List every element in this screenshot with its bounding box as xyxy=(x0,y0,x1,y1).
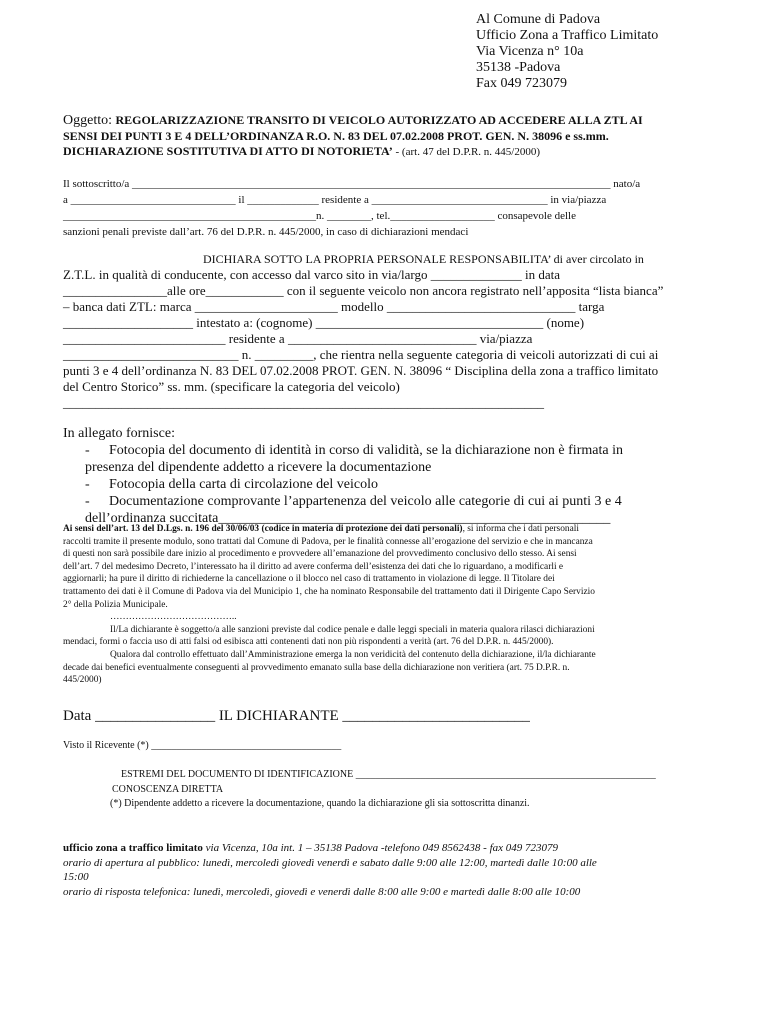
id-document-line: ESTREMI DEL DOCUMENTO DI IDENTIFICAZIONE ____________________________________________________________ xyxy=(121,769,656,780)
subject-declaration-type: DICHIARAZIONE SOSTITUTIVA DI ATTO DI NOTORIETA’ xyxy=(63,144,393,158)
subject-line-3 xyxy=(63,144,728,160)
list-dash: - xyxy=(85,443,90,458)
attachment-item xyxy=(63,493,728,510)
subject-block xyxy=(63,112,728,160)
declaration-line: ___________________________ n. _________, che rientra nella seguente categoria di veicoli autorizzati di cui ai xyxy=(63,347,659,362)
direct-knowledge-label: CONOSCENZA DIRETTA xyxy=(112,784,224,795)
privacy-line: raccolti tramite il presente modulo, sono trattati dal Comune di Padova, per le finalità connesse all’erogazione del servizio e che in mancanza xyxy=(63,536,593,547)
receiver-line: Visto il Ricevente (*) ______________________________________ xyxy=(63,740,342,751)
declaration-line: punti 3 e 4 dell’ordinanza N. 83 DEL 07.02.2008 PROT. GEN. N. 38096 “ Disciplina della zona a traffico limitato xyxy=(63,363,659,378)
personal-line: sanzioni penali previste dall’art. 76 del D.P.R. n. 445/2000, in caso di dichiarazioni mendaci xyxy=(63,226,469,238)
opening-hours xyxy=(63,856,728,871)
declaration-section xyxy=(63,251,728,411)
subject-line-1 xyxy=(63,112,728,129)
opening-hours-text: 15:00 xyxy=(63,871,89,883)
declaration-line: ________________alle ore____________ con il seguente veicolo non ancora registrato nell’apposita “lista bianca” xyxy=(63,283,664,298)
attachment-text: Fotocopia della carta di circolazione del veicolo xyxy=(109,477,378,492)
address-line: Fax 049 723079 xyxy=(476,76,567,91)
privacy-line xyxy=(63,523,728,536)
address-line: Via Vicenza n° 10a xyxy=(476,44,584,59)
subject-line-2 xyxy=(63,129,728,144)
attachment-item xyxy=(63,476,728,493)
privacy-line: Qualora dal controllo effettuato dall’Amministrazione emerga la non veridicità del contenuto della dichiarazione, il/la dichiarante xyxy=(110,649,596,660)
subject-title: REGOLARIZZAZIONE TRANSITO DI VEICOLO AUTORIZZATO AD ACCEDERE ALLA ZTL AI xyxy=(115,113,643,127)
privacy-law-ref: Ai sensi dell’art. 13 del D.Lgs. n. 196 del 30/06/03 (codice in materia di protezione dei dati personali) xyxy=(63,524,463,534)
list-dash: - xyxy=(85,494,90,509)
declaration-line: _________________________ residente a _____________________________ via/piazza xyxy=(63,331,533,346)
privacy-line: decade dai benefici eventualmente conseguenti al provvedimento emanato sulla base della dichiarazione non veritiera (art. 75 D.P.R. n. xyxy=(63,662,570,673)
personal-line: Il sottoscritto/a _______________________________________________________________________________________ nato/a xyxy=(63,178,641,190)
attachment-item xyxy=(63,442,728,459)
privacy-line: 2° della Polizia Municipale. xyxy=(63,599,168,610)
declaration-line: __________________________________________________________________________ xyxy=(63,395,544,410)
privacy-line: aggiornarli; ha pure il diritto di richiederne la cancellazione o il blocco nel caso di trattamento in violazione di legge. Il Titolare dei xyxy=(63,574,555,585)
address-line: Ufficio Zona a Traffico Limitato xyxy=(476,28,659,43)
privacy-line: trattamento dei dati è il Comune di Padova via del Municipio 1, che ha nominato Responsabile del trattamento dati il Dirigente Capo Servizio xyxy=(63,586,595,597)
attachment-text-cont: presenza del dipendente addetto a ricevere la documentazione xyxy=(85,460,432,475)
personal-data-section xyxy=(63,176,717,240)
signature-line: Data ________________ IL DICHIARANTE _________________________ xyxy=(63,708,530,724)
personal-line: ______________________________________________n. ________, tel.___________________ consapevole delle xyxy=(63,210,576,222)
privacy-line: Il/La dichiarante è soggetto/a alle sanzioni previste dal codice penale e dalle leggi speciali in materia qualora rilasci dichiarazioni xyxy=(110,624,595,635)
declaration-line: Z.T.L. in qualità di conducente, con accesso dal varco sito in via/largo ______________ in data xyxy=(63,267,560,282)
office-footer xyxy=(63,841,728,899)
opening-hours-text: orario di apertura al pubblico: lunedì, mercoledì giovedì venerdì e sabato dalle 9:00 alle 12:00, martedì dalle 10:00 alle xyxy=(63,856,597,869)
subject-label: Oggetto: xyxy=(63,113,116,128)
privacy-line: mendaci, formi o faccia uso di atti falsi od esibisca atti contenenti dati non più rispondenti a verità (art. 76 del D.P.R. n. 445/2000). xyxy=(63,637,554,648)
receiver-footnote: (*) Dipendente addetto a ricevere la documentazione, quando la dichiarazione gli sia sottoscritta dinanzi. xyxy=(110,798,530,809)
privacy-line: dell’art. 7 del medesimo Decreto, l’interessato ha il diritto ad avere conferma dell’esistenza dei dati che lo riguardano, a modificarli e xyxy=(63,561,564,572)
office-name: ufficio zona a traffico limitato xyxy=(63,842,203,854)
list-dash: - xyxy=(85,477,90,492)
phone-hours-text: orario di risposta telefonica: lunedì, mercoledì, giovedì e venerdì dalle 8:00 alle 9:00 e martedì dalle 8:00 alle 10:00 xyxy=(63,885,581,898)
office-contact xyxy=(63,841,728,856)
attachments-heading: In allegato fornisce: xyxy=(63,426,175,441)
attachment-text: Documentazione comprovante l’appartenenza del veicolo alle categorie di cui ai punti 3 e 4 xyxy=(109,494,622,509)
subject-title-cont: SENSI DEI PUNTI 3 E 4 DELL’ORDINANZA R.O. N. 83 DEL 07.02.2008 PROT. GEN. N. 38096 e ss.mm. xyxy=(63,129,609,143)
office-address: via Vicenza, 10a int. 1 – 35138 Padova -telefono 049 8562438 - fax 049 723079 xyxy=(202,842,559,854)
privacy-notice xyxy=(63,523,728,687)
attachments-section xyxy=(63,425,728,527)
personal-line: a ______________________________ il _____________ residente a ________________________________ in via/piazza xyxy=(63,194,607,206)
declaration-line: – banca dati ZTL: marca ______________________ modello _____________________________ targa xyxy=(63,299,605,314)
phone-hours xyxy=(63,885,728,900)
declaration-line: ____________________ intestato a: (cognome) ___________________________________ (nome) xyxy=(63,315,585,330)
subject-law-ref: - (art. 47 del D.P.R. n. 445/2000) xyxy=(392,146,541,158)
address-line: 35138 -Padova xyxy=(476,60,561,75)
attachment-text: Fotocopia del documento di identità in corso di validità, se la dichiarazione non è firmata in xyxy=(109,443,623,458)
address-line: Al Comune di Padova xyxy=(476,12,601,27)
privacy-line: 445/2000) xyxy=(63,675,102,686)
opening-hours-cont xyxy=(63,870,728,885)
attachment-text-cont: dell’ordinanza succitata________________________________________________________ xyxy=(85,511,611,526)
declaration-heading: DICHIARA SOTTO LA PROPRIA PERSONALE RESPONSABILITA’ di aver circolato in xyxy=(203,252,644,266)
recipient-address xyxy=(476,12,658,92)
privacy-separator: ………………………………….. xyxy=(110,612,237,623)
privacy-line: di questi non sarà possibile dare inizio al procedimento e provvedere all’emanazione del provvedimento conclusivo dello stesso. Ai sensi xyxy=(63,549,577,560)
declaration-line: del Centro Storico” ss. mm. (specificare la categoria del veicolo) xyxy=(63,379,400,394)
privacy-text: , si informa che i dati personali xyxy=(462,524,579,534)
